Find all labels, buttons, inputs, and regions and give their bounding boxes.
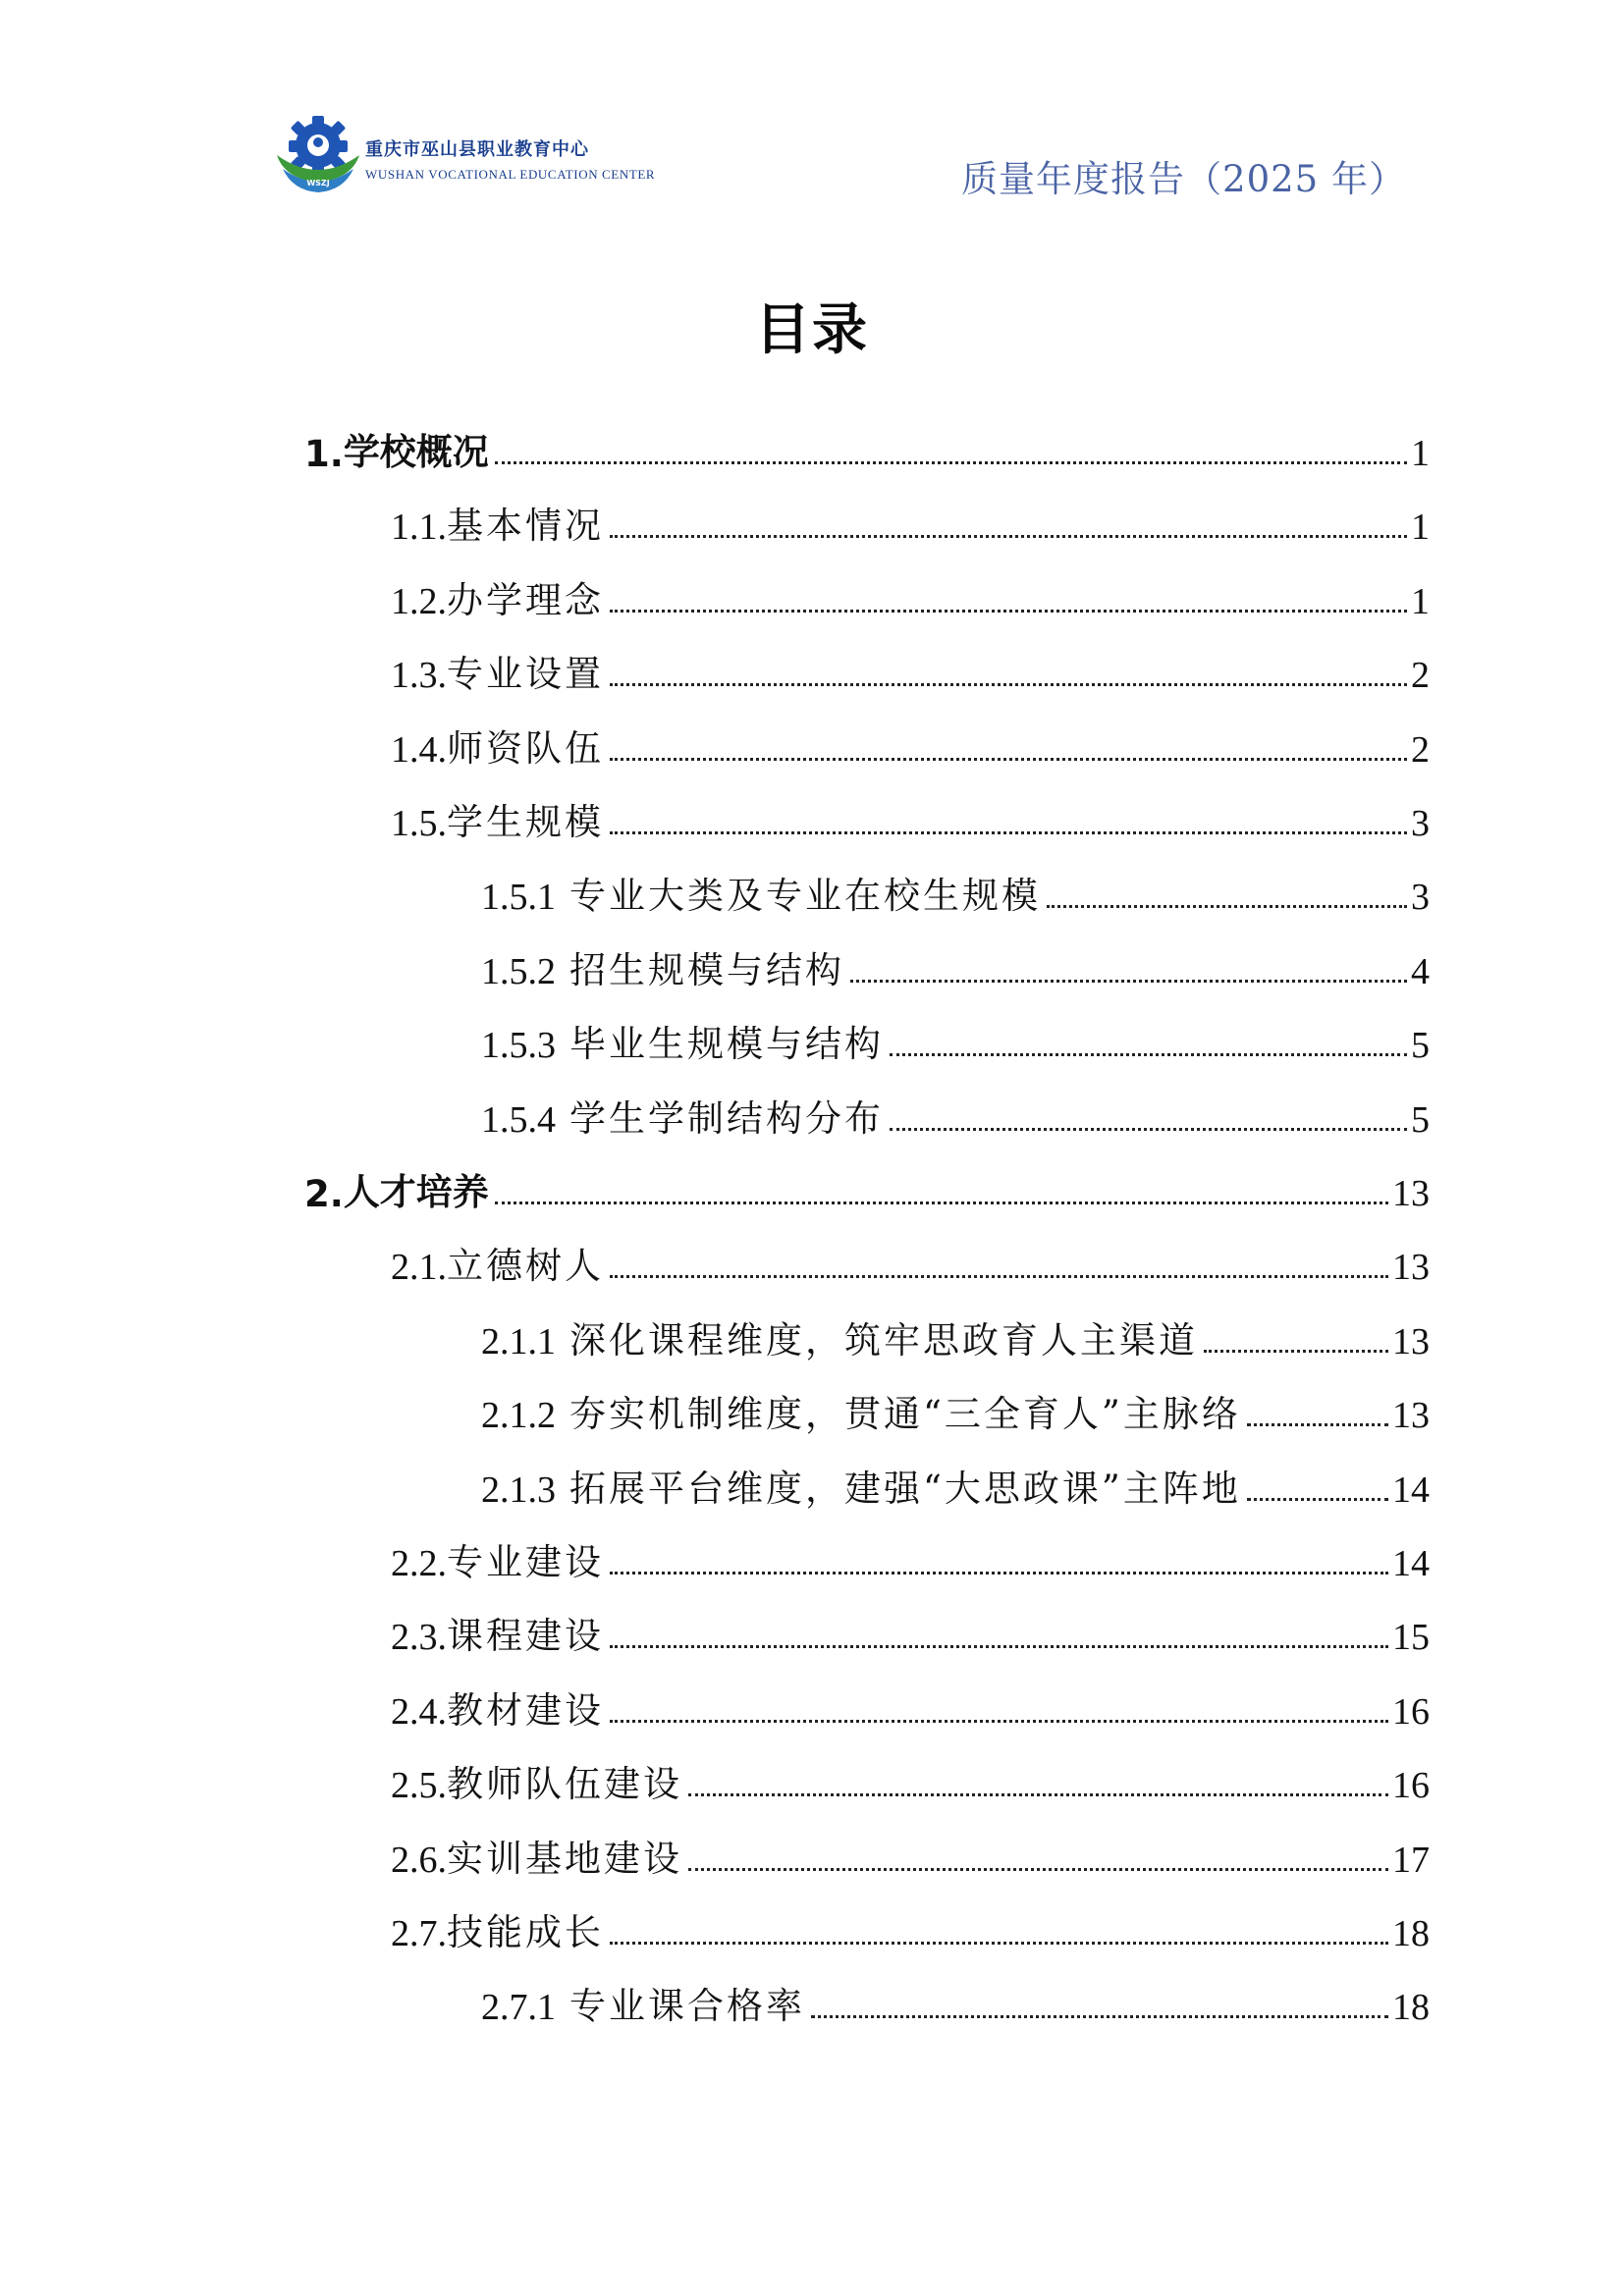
toc-entry-number: 2.1.2 (481, 1395, 556, 1437)
toc-entry-page-number: 5 (1411, 1098, 1430, 1141)
toc-entry-page-number: 16 (1392, 1690, 1430, 1733)
toc-entry-page-number: 14 (1392, 1543, 1430, 1584)
toc-dot-leader (1247, 1498, 1388, 1501)
toc-entry-page-number: 3 (1411, 803, 1430, 844)
toc-entry-label: 教师队伍建设 (447, 1763, 682, 1806)
toc-dot-leader (610, 1572, 1388, 1575)
toc-entry-number: 2.5. (391, 1765, 447, 1807)
toc-entry-level-3[interactable] (481, 1014, 1430, 1067)
toc-dot-leader (610, 1942, 1388, 1945)
toc-entry-page-number: 18 (1392, 1987, 1430, 2029)
toc-entry-level-3[interactable] (481, 1089, 1430, 1142)
toc-entry-number: 2.6. (391, 1839, 447, 1881)
toc-entry-level-2[interactable] (391, 570, 1430, 623)
toc-heading: 目录 (755, 298, 869, 362)
toc-dot-leader (610, 610, 1407, 613)
toc-entry-label: 专业大类及专业在校生规模 (569, 875, 1041, 918)
toc-entry-level-2[interactable] (391, 1754, 1430, 1807)
toc-entry-page-number: 1 (1411, 580, 1430, 622)
toc-entry-number: 1.5.4 (481, 1098, 556, 1141)
toc-entry-number: 1.2. (391, 580, 447, 622)
toc-dot-leader (495, 1201, 1388, 1204)
toc-entry-level-3[interactable] (481, 1976, 1430, 2029)
toc-entry-page-number: 1 (1411, 433, 1430, 474)
toc-entry-level-2[interactable] (391, 644, 1430, 697)
toc-entry-number: 1.5.3 (481, 1025, 556, 1067)
toc-entry-label: 办学理念 (447, 578, 604, 621)
toc-dot-leader (1204, 1350, 1388, 1353)
toc-dot-leader (890, 1053, 1407, 1056)
toc-entry-label: 师资队伍 (447, 726, 604, 770)
toc-dot-leader (495, 461, 1407, 464)
toc-dot-leader (811, 2015, 1388, 2018)
toc-entry-label: 技能成长 (447, 1911, 604, 1953)
toc-entry-label: 人才培养 (343, 1171, 489, 1213)
toc-entry-number: 1.5. (391, 803, 447, 844)
toc-entry-page-number: 13 (1392, 1173, 1430, 1214)
toc-entry-page-number: 3 (1411, 877, 1430, 919)
toc-entry-label: 专业设置 (447, 653, 604, 696)
toc-entry-number: 1. (304, 433, 344, 475)
toc-entry-label: 基本情况 (447, 505, 604, 548)
school-name-block (365, 135, 655, 183)
toc-entry-label: 课程建设 (447, 1615, 604, 1658)
toc-entry-page-number: 17 (1392, 1839, 1430, 1881)
toc-entry-label: 深化课程维度，筑牢思政育人主渠道 (569, 1318, 1198, 1362)
toc-dot-leader (1047, 905, 1407, 908)
toc-entry-page-number: 14 (1392, 1468, 1430, 1511)
logo-badge-text: WSZJ (306, 179, 330, 187)
toc-entry-level-3[interactable] (481, 1384, 1430, 1437)
toc-entry-page-number: 2 (1411, 728, 1430, 771)
toc-entry-page-number: 13 (1392, 1395, 1430, 1437)
toc-entry-label: 立德树人 (447, 1245, 604, 1288)
toc-entry-level-3[interactable] (481, 940, 1430, 993)
school-name-en: WUSHAN VOCATIONAL EDUCATION CENTER (365, 167, 656, 182)
toc-entry-number: 2.1.1 (481, 1320, 556, 1362)
toc-entry-level-2[interactable] (391, 1829, 1430, 1882)
toc-entry-page-number: 1 (1411, 507, 1430, 549)
toc-entry-number: 1.5.2 (481, 950, 556, 992)
report-title: 质量年度报告（2025 年） (961, 158, 1406, 200)
toc-dot-leader (610, 535, 1407, 538)
toc-dot-leader (850, 980, 1407, 983)
toc-entry-level-3[interactable] (481, 1459, 1430, 1512)
toc-entry-label: 专业建设 (447, 1541, 604, 1583)
toc-dot-leader (610, 683, 1407, 686)
toc-entry-label: 拓展平台维度，建强“大思政课”主阵地 (569, 1467, 1241, 1510)
toc-dot-leader (610, 1720, 1388, 1723)
toc-entry-number: 1.5.1 (481, 877, 556, 919)
toc-dot-leader (610, 1275, 1388, 1278)
toc-entry-number: 1.4. (391, 728, 447, 771)
toc-entry-page-number: 13 (1392, 1320, 1430, 1362)
toc-entry-level-2[interactable] (391, 1681, 1430, 1734)
toc-entry-label: 实训基地建设 (447, 1837, 682, 1880)
toc-entry-page-number: 13 (1392, 1247, 1430, 1289)
toc-entry-number: 2.3. (391, 1617, 447, 1659)
toc-entry-label: 学校概况 (343, 431, 489, 473)
toc-entry-label: 招生规模与结构 (569, 948, 844, 991)
toc-entry-page-number: 4 (1411, 950, 1430, 992)
toc-entry-label: 专业课合格率 (569, 1985, 805, 2028)
toc-entry-number: 2.7.1 (481, 1987, 556, 2029)
toc-entry-level-1[interactable] (304, 1162, 1430, 1215)
toc-entry-level-3[interactable] (481, 1310, 1430, 1363)
toc-dot-leader (610, 1645, 1388, 1648)
toc-entry-label: 毕业生规模与结构 (569, 1023, 884, 1066)
toc-entry-level-2[interactable] (391, 719, 1430, 772)
toc-entry-level-3[interactable] (481, 866, 1430, 919)
toc-entry-number: 2. (304, 1173, 344, 1215)
toc-dot-leader (610, 831, 1407, 834)
toc-dot-leader (610, 758, 1407, 761)
school-name-cn: 重庆市巫山县职业教育中心 (365, 139, 589, 160)
toc-entry-label: 夯实机制维度，贯通“三全育人”主脉络 (569, 1393, 1241, 1436)
toc-entry-label: 教材建设 (447, 1688, 604, 1732)
toc-entry-level-2[interactable] (391, 1902, 1430, 1955)
toc-entry-level-2[interactable] (391, 792, 1430, 845)
toc-dot-leader (688, 1868, 1388, 1871)
toc-entry-number: 1.1. (391, 507, 447, 549)
toc-dot-leader (890, 1128, 1407, 1131)
toc-dot-leader (1247, 1423, 1388, 1426)
toc-entry-page-number: 2 (1411, 655, 1430, 697)
toc-entry-number: 2.1.3 (481, 1468, 556, 1511)
toc-entry-number: 2.1. (391, 1247, 447, 1289)
toc-entry-label: 学生学制结构分布 (569, 1096, 884, 1140)
toc-entry-label: 学生规模 (447, 801, 604, 843)
toc-entry-level-2[interactable] (391, 1532, 1430, 1585)
toc-entry-page-number: 15 (1392, 1617, 1430, 1659)
school-logo-icon (273, 116, 363, 196)
toc-entry-page-number: 16 (1392, 1765, 1430, 1807)
toc-entry-page-number: 18 (1392, 1913, 1430, 1954)
toc-entry-level-2[interactable] (391, 496, 1430, 549)
toc-entry-number: 2.7. (391, 1913, 447, 1954)
toc-entry-number: 1.3. (391, 655, 447, 697)
toc-entry-level-1[interactable] (304, 422, 1430, 475)
page-header (0, 0, 1624, 226)
toc-entry-level-2[interactable] (391, 1236, 1430, 1289)
toc-entry-number: 2.4. (391, 1690, 447, 1733)
toc-entry-page-number: 5 (1411, 1025, 1430, 1067)
toc-entry-level-2[interactable] (391, 1606, 1430, 1659)
toc-dot-leader (688, 1793, 1388, 1796)
toc-entry-number: 2.2. (391, 1543, 447, 1584)
